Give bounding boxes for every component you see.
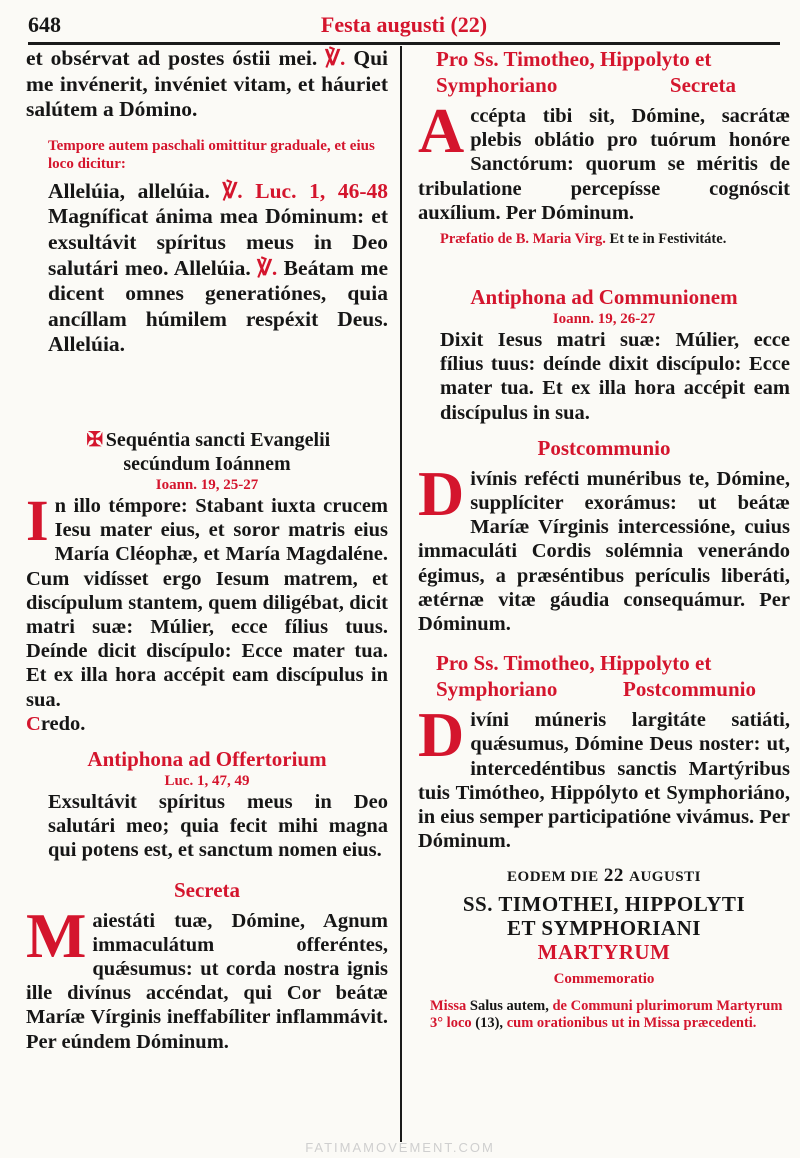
drop-cap-m: M (26, 899, 87, 971)
communion-text: Dixit Iesus matri suæ: Múlier, ecce fílius tuus: deínde dixit discípulo: Ecce mater tua. Et ex illa hora accépit eam discípulus in sua. (440, 329, 790, 424)
secreta-heading: Secreta (173, 877, 241, 902)
page-header (28, 8, 780, 42)
watermark: FATIMAMOVEMENT.COM (305, 1140, 495, 1155)
gospel-text: In illo témpore: Stabant iuxta crucem Iesu mater eius, et soror matris eius María Cléophæ, et María Magdaléne. Cum vidísset ergo Iesum matrem, et discípulum stantem, quem diligébat, dicit matri suæ: Múlier, ecce fílius tuus. Deínde dicit discípulo: Ecce mater tua. Et ex illa hora accépit eam discípulus in sua. (26, 487, 388, 711)
left-column (26, 46, 388, 1054)
secreta-saints-text: Accépta tibi sit, Dómine, sacrátæ plebis oblátio pro tuórum honóre Sanctórum: quorum se méritis de tribulatione percepísse cognóscit auxílium. Per Dóminum. (418, 95, 790, 224)
preface-note: Præfatio de B. Maria Virg. Et te in Festivitáte. (440, 231, 727, 248)
header-rule (28, 42, 780, 45)
communion-heading: Antiphona ad Communionem (470, 285, 738, 310)
cross-icon: ✠ (86, 428, 104, 451)
drop-cap-a: A (418, 95, 465, 166)
running-title: Festa augusti (22) (320, 12, 488, 37)
column-divider (400, 46, 402, 1142)
drop-cap-d: D (418, 457, 465, 529)
secreta-saints-heading: Pro Ss. Timotheo, Hippolyto et Symphoriano Secreta (436, 47, 736, 97)
versicle-mark: ℣. (325, 46, 346, 70)
gospel-ref: Ioann. 19, 25-27 (155, 476, 259, 493)
alleluia-text: Allelúia, allelúia. ℣. Luc. 1, 46-48 Magníficat ánima mea Dóminum: et exsultávit spíritus meus in Deo salutári meo. Allelúia. ℣. Beátam me dicent omnes generatiónes, quia ancíllam húmilem respéxit Deus. Allelúia. (48, 178, 389, 357)
drop-cap-i: I (26, 487, 49, 553)
postcommunio-saints-text: Divíni múneris largitáte satiáti, quǽsumus, Dómine Deus noster: ut, intercedéntibus sanctis Martýribus tuis Timótheo, Hippólyto et Symphoriáno, in eius semper participatióne vivámus. Per Dóminum. (418, 699, 791, 853)
secreta-text: Maiestáti tuæ, Dómine, Agnum immaculátum offeréntes, quǽsumus: ut corda nostra ignis ille divínus accéndat, qui Cor beátæ Maríæ Vírginis ineffabíliter inflammávit. Per eúndem Dóminum. (26, 899, 388, 1053)
offertory-text: Exsultávit spíritus meus in Deo salutári meo; quia fecit mihi magna qui potens est, et sanctum nomen eius. (48, 790, 388, 862)
eodem-die: EODEM DIE 22 AUGUSTI (507, 865, 701, 887)
saints-title: SS. TIMOTHEI, HIPPOLYTI ET SYMPHORIANI MARTYRUM (462, 892, 746, 965)
missa-note: Missa Salus autem, de Communi plurimorum Martyrum 3° loco (13), cum orationibus ut in Missa præcedenti. (430, 998, 783, 1032)
paschal-rubric: Tempore autem paschali omittitur graduale, et eius loco dicitur: (48, 137, 375, 172)
offertory-heading: Antiphona ad Offertorium (87, 746, 327, 771)
credo: Credo. (26, 712, 86, 735)
page-number: 648 (28, 12, 61, 37)
postcommunio-heading: Postcommunio (537, 435, 671, 460)
gospel-title: ✠ Sequéntia sancti Evangelii secúndum Ioánnem (26, 428, 388, 476)
postcommunio-text: Divínis refécti munéribus te, Dómine, supplíciter exorámus: ut beátæ Maríæ Vírginis intercessióne, cuius immaculáti Cordis solémnia venerándo égimus, a præséntibus perículis liberáti, ætérnæ vitæ gáudia consequámur. Per Dóminum. (418, 457, 790, 636)
right-column (418, 46, 790, 1032)
communion-ref: Ioann. 19, 26-27 (552, 311, 656, 328)
commemoratio: Commemoratio (553, 971, 655, 988)
offertory-ref: Luc. 1, 47, 49 (164, 772, 250, 789)
graduale-end: et obsérvat ad postes óstii mei. ℣. Qui me invénerit, invéniet vitam, et háuriet salútem a Dómino. (26, 46, 389, 122)
drop-cap-d2: D (418, 699, 465, 771)
postcommunio-saints-heading: Pro Ss. Timotheo, Hippolyto et Symphoriano Postcommunio (436, 651, 756, 702)
